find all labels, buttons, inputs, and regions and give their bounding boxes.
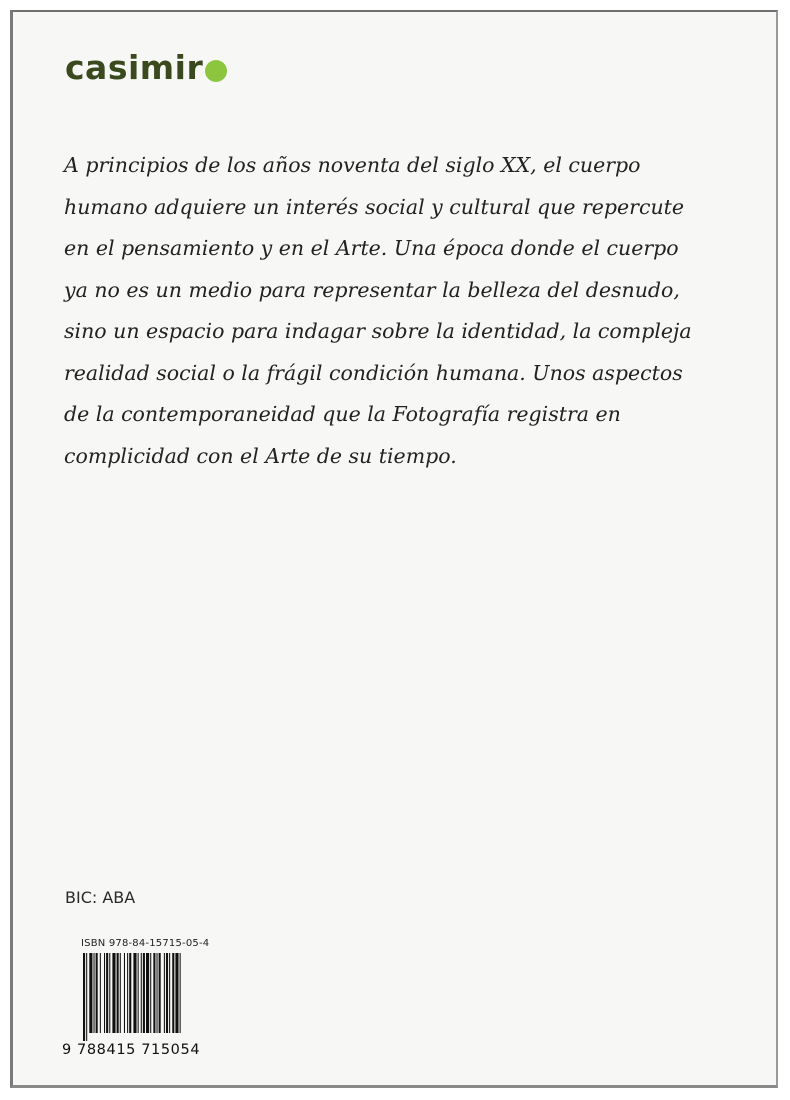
barcode-bar xyxy=(157,953,158,1033)
barcode-bar xyxy=(175,953,178,1033)
barcode-bar xyxy=(112,953,115,1033)
barcode-bar xyxy=(104,953,105,1033)
blurb-line: de la contemporaneidad que la Fotografía registra en xyxy=(64,402,621,426)
barcode-bar xyxy=(138,953,139,1033)
barcode-bar xyxy=(120,953,121,1033)
blurb-line: A principios de los años noventa del siglo XX, el cuerpo xyxy=(64,153,641,177)
barcode-bar xyxy=(100,953,101,1033)
barcode-bar xyxy=(129,953,131,1033)
barcode-bar xyxy=(159,953,161,1033)
barcode-bar xyxy=(94,953,95,1033)
book-back-cover xyxy=(10,10,778,1088)
barcode-icon xyxy=(81,953,221,1041)
blurb-line: humano adquiere un interés social y cultural que repercute xyxy=(64,194,685,219)
barcode-bar xyxy=(166,953,168,1033)
barcode-bar xyxy=(169,953,170,1033)
blurb-line: sino un espacio para indagar sobre la identidad, la compleja xyxy=(64,319,692,343)
barcode-bar xyxy=(164,953,165,1033)
publisher-logo-text: casimir xyxy=(65,48,204,87)
barcode-bar xyxy=(109,953,110,1033)
blurb-line: en el pensamiento y en el Arte. Una época donde el cuerpo xyxy=(64,236,679,260)
logo-dot-icon xyxy=(205,60,227,82)
ean-digits: 9 788415 715054 xyxy=(62,1042,201,1058)
barcode-bar xyxy=(172,953,174,1033)
barcode-bar xyxy=(143,953,145,1033)
bic-code: BIC: ABA xyxy=(65,888,136,907)
barcode-bar xyxy=(89,953,92,1033)
barcode-bar xyxy=(146,953,149,1033)
barcode-bar xyxy=(133,953,136,1033)
barcode-bar xyxy=(124,953,125,1033)
blurb-line: complicidad con el Arte de su tiempo. xyxy=(64,443,457,468)
blurb-line: ya no es un medio para representar la belleza del desnudo, xyxy=(64,277,680,302)
barcode-bar xyxy=(153,953,155,1033)
isbn-label: ISBN 978-84-15715-05-4 xyxy=(81,938,210,949)
barcode-bar xyxy=(117,953,119,1033)
blurb-line: realidad social o la frágil condición humana. Unos aspectos xyxy=(64,360,683,385)
publisher-logo xyxy=(65,50,227,86)
barcode-bar xyxy=(127,953,128,1033)
barcode-bar xyxy=(180,953,181,1033)
barcode-bar xyxy=(86,953,87,1041)
back-cover-blurb xyxy=(64,145,764,477)
barcode-bar xyxy=(96,953,98,1033)
barcode-bar xyxy=(141,953,142,1033)
barcode-bar xyxy=(106,953,108,1033)
barcode-bar xyxy=(83,953,85,1041)
barcode-bar xyxy=(150,953,151,1033)
